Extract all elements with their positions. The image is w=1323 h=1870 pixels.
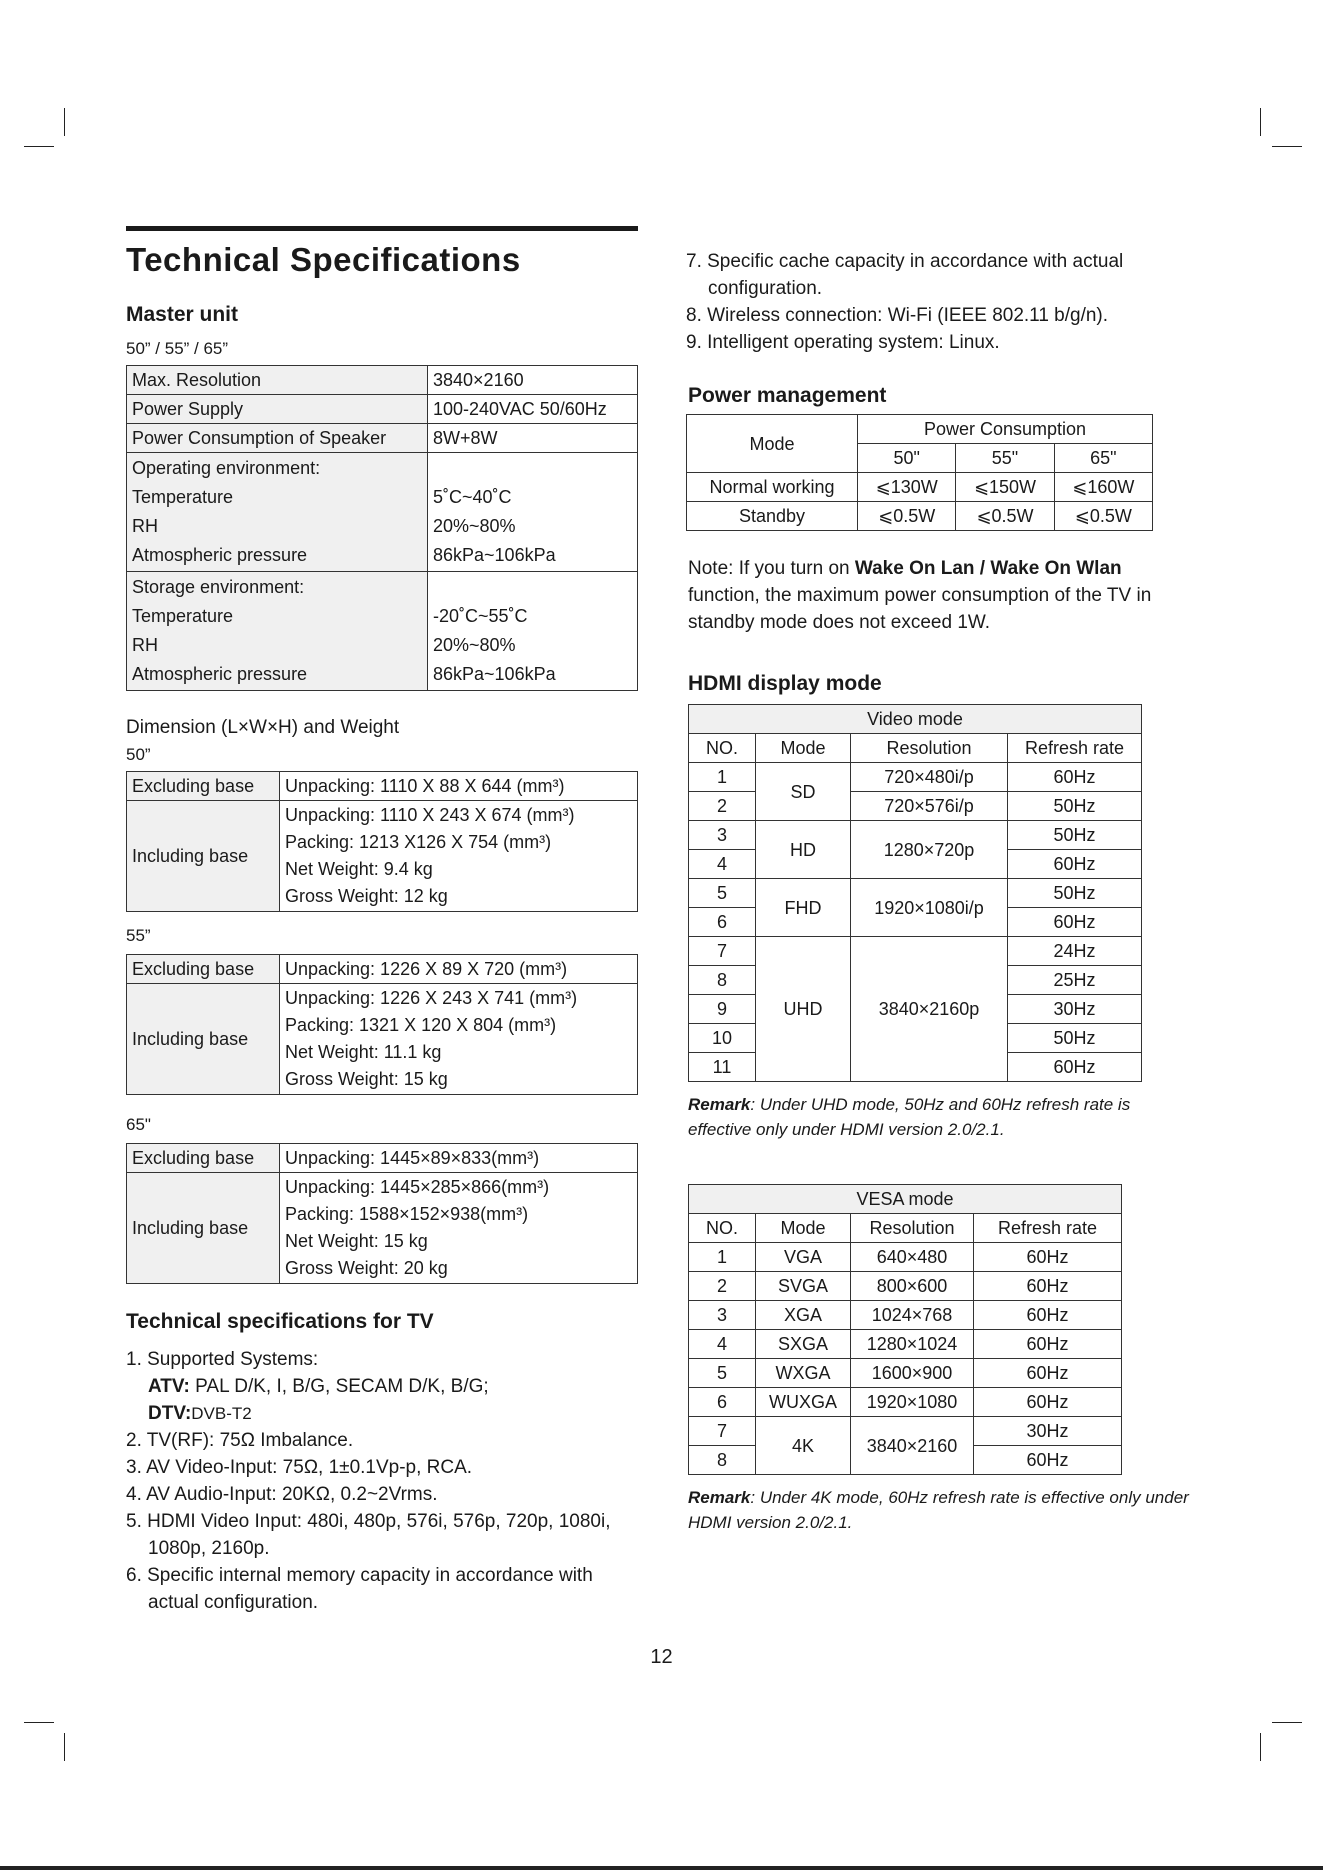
vesa-resolution: 1600×900 <box>851 1359 974 1388</box>
operating-rh-value: 20%~80% <box>433 516 516 536</box>
right-column <box>686 248 1206 1535</box>
power-consumption-header: Power Consumption <box>858 415 1153 444</box>
crop-mark <box>1260 1733 1261 1761</box>
power-row-mode: Normal working <box>687 473 858 502</box>
operating-environment-heading: Operating environment: <box>132 458 321 478</box>
power-supply-value: 100-240VAC 50/60Hz <box>428 395 638 424</box>
including-base-values <box>280 1173 638 1284</box>
video-mode-table <box>688 704 1142 1082</box>
tv-spec-item: 9. Intelligent operating system: Linux. <box>686 332 1000 353</box>
crop-mark <box>1272 146 1302 147</box>
video-mode-name: HD <box>756 821 851 879</box>
power-size-header: 55" <box>956 444 1054 473</box>
operating-temperature-value: 5˚C~40˚C <box>433 487 512 507</box>
refresh-rate: 50Hz <box>1008 879 1142 908</box>
column-header: Refresh rate <box>1008 734 1142 763</box>
power-row-value: ⩽130W <box>858 473 956 502</box>
refresh-rate: 60Hz <box>1008 908 1142 937</box>
hdmi-heading: HDMI display mode <box>688 672 882 695</box>
row-number: 3 <box>689 821 756 850</box>
row-number: 10 <box>689 1024 756 1053</box>
video-mode-name: UHD <box>756 937 851 1082</box>
power-management-heading: Power management <box>688 384 887 407</box>
max-resolution-value: 3840×2160 <box>428 366 638 395</box>
excluding-base-label: Excluding base <box>127 1144 280 1173</box>
crop-mark <box>64 1733 65 1761</box>
row-number: 5 <box>689 1359 756 1388</box>
excluding-base-value: Unpacking: 1445×89×833(mm³) <box>280 1144 638 1173</box>
refresh-rate: 30Hz <box>974 1417 1122 1446</box>
video-resolution: 1280×720p <box>851 821 1008 879</box>
row-number: 4 <box>689 850 756 879</box>
vesa-mode-name: SVGA <box>756 1272 851 1301</box>
refresh-rate: 30Hz <box>1008 995 1142 1024</box>
dtv-label: DTV: <box>148 1403 192 1424</box>
vesa-mode-name: WXGA <box>756 1359 851 1388</box>
storage-temperature-value: -20˚C~55˚C <box>433 606 528 626</box>
page-title: Technical Specifications <box>126 241 521 278</box>
atv-label: ATV: <box>148 1376 190 1397</box>
storage-environment-labels <box>127 572 428 691</box>
tv-specs-list <box>126 1346 638 1616</box>
refresh-rate: 60Hz <box>974 1243 1122 1272</box>
including-net-weight: Net Weight: 15 kg <box>285 1231 428 1251</box>
tv-spec-item: 6. Specific internal memory capacity in accordance with actual configuration. <box>126 1565 593 1613</box>
operating-pressure-value: 86kPa~106kPa <box>433 545 556 565</box>
row-number: 5 <box>689 879 756 908</box>
row-number: 8 <box>689 1446 756 1475</box>
video-mode-name: FHD <box>756 879 851 937</box>
refresh-rate: 50Hz <box>1008 792 1142 821</box>
including-gross-weight: Gross Weight: 20 kg <box>285 1258 448 1278</box>
power-row-mode: Standby <box>687 502 858 531</box>
tv-spec-item <box>126 1346 638 1427</box>
refresh-rate: 60Hz <box>974 1359 1122 1388</box>
including-base-label: Including base <box>127 1173 280 1284</box>
vesa-resolution: 800×600 <box>851 1272 974 1301</box>
power-size-header: 50" <box>858 444 956 473</box>
refresh-rate: 60Hz <box>1008 763 1142 792</box>
including-net-weight: Net Weight: 9.4 kg <box>285 859 433 879</box>
storage-rh-value: 20%~80% <box>433 635 516 655</box>
refresh-rate: 60Hz <box>974 1388 1122 1417</box>
master-unit-sizes: 50” / 55” / 65” <box>126 339 229 358</box>
row-number: 6 <box>689 908 756 937</box>
including-base-label: Including base <box>127 984 280 1095</box>
operating-environment-values <box>428 453 638 572</box>
including-net-weight: Net Weight: 11.1 kg <box>285 1042 442 1062</box>
row-number: 6 <box>689 1388 756 1417</box>
column-header: Mode <box>756 1214 851 1243</box>
column-header: Mode <box>756 734 851 763</box>
crop-mark <box>1260 108 1261 136</box>
power-row-value: ⩽0.5W <box>956 502 1054 531</box>
column-header: Resolution <box>851 1214 974 1243</box>
power-row-value: ⩽150W <box>956 473 1054 502</box>
refresh-rate: 60Hz <box>974 1446 1122 1475</box>
video-mode-title: Video mode <box>689 705 1142 734</box>
remark-text: : Under UHD mode, 50Hz and 60Hz refresh rate is effective only under HDMI version 2.0/2.1. <box>688 1095 1131 1139</box>
video-mode-name: SD <box>756 763 851 821</box>
tv-spec-item: 7. Specific cache capacity in accordance with actual configuration. <box>686 251 1124 299</box>
storage-pressure-label: Atmospheric pressure <box>132 664 308 684</box>
power-note-suffix: function, the maximum power consumption of the TV in standby mode does not exceed 1W. <box>688 585 1152 633</box>
including-unpacking: Unpacking: 1110 X 243 X 674 (mm³) <box>285 805 575 825</box>
refresh-rate: 60Hz <box>1008 1053 1142 1082</box>
remark-label: Remark <box>688 1488 751 1507</box>
vesa-resolution: 1024×768 <box>851 1301 974 1330</box>
master-unit-heading: Master unit <box>126 303 239 326</box>
operating-rh-label: RH <box>132 516 158 536</box>
row-number: 2 <box>689 792 756 821</box>
tv-specs-heading: Technical specifications for TV <box>126 1310 434 1333</box>
vesa-mode-name: VGA <box>756 1243 851 1272</box>
vesa-resolution: 1920×1080 <box>851 1388 974 1417</box>
row-number: 1 <box>689 1243 756 1272</box>
including-packing: Packing: 1588×152×938(mm³) <box>285 1204 529 1224</box>
tv-spec-item: 8. Wireless connection: Wi-Fi (IEEE 802.11 b/g/n). <box>686 305 1109 326</box>
refresh-rate: 50Hz <box>1008 821 1142 850</box>
including-unpacking: Unpacking: 1226 X 243 X 741 (mm³) <box>285 988 578 1008</box>
refresh-rate: 24Hz <box>1008 937 1142 966</box>
power-row-value: ⩽160W <box>1054 473 1152 502</box>
dimension-size-label: 50” <box>126 745 151 764</box>
dimension-table-65 <box>126 1143 638 1284</box>
power-size-header: 65" <box>1054 444 1152 473</box>
power-mode-header: Mode <box>687 415 858 473</box>
power-supply-label: Power Supply <box>127 395 428 424</box>
power-note-prefix: Note: If you turn on <box>688 558 855 579</box>
refresh-rate: 50Hz <box>1008 1024 1142 1053</box>
including-base-label: Including base <box>127 801 280 912</box>
dimension-table-50 <box>126 771 638 912</box>
dtv-value: DVB-T2 <box>191 1404 252 1423</box>
crop-mark <box>64 108 65 136</box>
remark-text: : Under 4K mode, 60Hz refresh rate is effective only under HDMI version 2.0/2.1. <box>688 1488 1189 1532</box>
vesa-mode-name: WUXGA <box>756 1388 851 1417</box>
vesa-mode-table <box>688 1184 1122 1475</box>
row-number: 4 <box>689 1330 756 1359</box>
tv-spec-item: 2. TV(RF): 75Ω Imbalance. <box>126 1430 354 1451</box>
video-resolution: 720×576i/p <box>851 792 1008 821</box>
operating-temperature-label: Temperature <box>132 487 234 507</box>
excluding-base-value: Unpacking: 1226 X 89 X 720 (mm³) <box>280 955 638 984</box>
title-rule <box>126 226 638 231</box>
dimension-heading: Dimension (L×W×H) and Weight <box>126 717 400 738</box>
including-packing: Packing: 1213 X126 X 754 (mm³) <box>285 832 552 852</box>
row-number: 1 <box>689 763 756 792</box>
page-number: 12 <box>650 1646 673 1668</box>
row-number: 3 <box>689 1301 756 1330</box>
remark-label: Remark <box>688 1095 751 1114</box>
video-resolution: 3840×2160p <box>851 937 1008 1082</box>
tv-spec-item: 4. AV Audio-Input: 20KΩ, 0.2~2Vrms. <box>126 1484 438 1505</box>
including-base-values <box>280 801 638 912</box>
atv-value: PAL D/K, I, B/G, SECAM D/K, B/G; <box>189 1376 489 1397</box>
power-row-value: ⩽0.5W <box>1054 502 1152 531</box>
refresh-rate: 25Hz <box>1008 966 1142 995</box>
speaker-power-label: Power Consumption of Speaker <box>127 424 428 453</box>
crop-mark <box>24 1722 54 1723</box>
storage-environment-values <box>428 572 638 691</box>
operating-environment-labels <box>127 453 428 572</box>
supported-systems-label: 1. Supported Systems: <box>126 1349 319 1370</box>
row-number: 9 <box>689 995 756 1024</box>
vesa-mode-title: VESA mode <box>689 1185 1122 1214</box>
vesa-mode-name: XGA <box>756 1301 851 1330</box>
tv-spec-item: 3. AV Video-Input: 75Ω, 1±0.1Vp-p, RCA. <box>126 1457 473 1478</box>
max-resolution-label: Max. Resolution <box>127 366 428 395</box>
row-number: 8 <box>689 966 756 995</box>
row-number: 7 <box>689 937 756 966</box>
video-resolution: 1920×1080i/p <box>851 879 1008 937</box>
dimension-table-55 <box>126 954 638 1095</box>
storage-pressure-value: 86kPa~106kPa <box>433 664 556 684</box>
vesa-mode-name: SXGA <box>756 1330 851 1359</box>
refresh-rate: 60Hz <box>974 1330 1122 1359</box>
row-number: 11 <box>689 1053 756 1082</box>
refresh-rate: 60Hz <box>1008 850 1142 879</box>
power-note-bold: Wake On Lan / Wake On Wlan <box>854 558 1122 579</box>
video-resolution: 720×480i/p <box>851 763 1008 792</box>
4k-remark <box>688 1485 1198 1535</box>
storage-rh-label: RH <box>132 635 158 655</box>
power-note <box>688 555 1178 636</box>
row-number: 7 <box>689 1417 756 1446</box>
including-unpacking: Unpacking: 1445×285×866(mm³) <box>285 1177 550 1197</box>
excluding-base-label: Excluding base <box>127 955 280 984</box>
operating-pressure-label: Atmospheric pressure <box>132 545 308 565</box>
vesa-resolution: 1280×1024 <box>851 1330 974 1359</box>
storage-environment-heading: Storage environment: <box>132 577 305 597</box>
master-unit-table <box>126 365 638 691</box>
refresh-rate: 60Hz <box>974 1301 1122 1330</box>
crop-mark <box>24 146 54 147</box>
power-table <box>686 414 1153 531</box>
speaker-power-value: 8W+8W <box>428 424 638 453</box>
dimension-size-label: 65" <box>126 1115 151 1134</box>
bottom-edge-line <box>0 1866 1323 1870</box>
refresh-rate: 60Hz <box>974 1272 1122 1301</box>
including-gross-weight: Gross Weight: 15 kg <box>285 1069 448 1089</box>
row-number: 2 <box>689 1272 756 1301</box>
left-column <box>126 226 638 1616</box>
including-base-values <box>280 984 638 1095</box>
column-header: Refresh rate <box>974 1214 1122 1243</box>
power-row-value: ⩽0.5W <box>858 502 956 531</box>
vesa-resolution: 3840×2160 <box>851 1417 974 1475</box>
excluding-base-value: Unpacking: 1110 X 88 X 644 (mm³) <box>280 772 638 801</box>
dimension-size-label: 55” <box>126 926 151 945</box>
column-header: NO. <box>689 1214 756 1243</box>
vesa-resolution: 640×480 <box>851 1243 974 1272</box>
tv-spec-item: 5. HDMI Video Input: 480i, 480p, 576i, 576p, 720p, 1080i, 1080p, 2160p. <box>126 1511 611 1559</box>
tv-specs-list-continued <box>686 248 1206 356</box>
vesa-mode-name: 4K <box>756 1417 851 1475</box>
column-header: Resolution <box>851 734 1008 763</box>
column-header: NO. <box>689 734 756 763</box>
including-gross-weight: Gross Weight: 12 kg <box>285 886 448 906</box>
including-packing: Packing: 1321 X 120 X 804 (mm³) <box>285 1015 557 1035</box>
crop-mark <box>1272 1722 1302 1723</box>
storage-temperature-label: Temperature <box>132 606 234 626</box>
excluding-base-label: Excluding base <box>127 772 280 801</box>
uhd-remark <box>688 1092 1188 1142</box>
